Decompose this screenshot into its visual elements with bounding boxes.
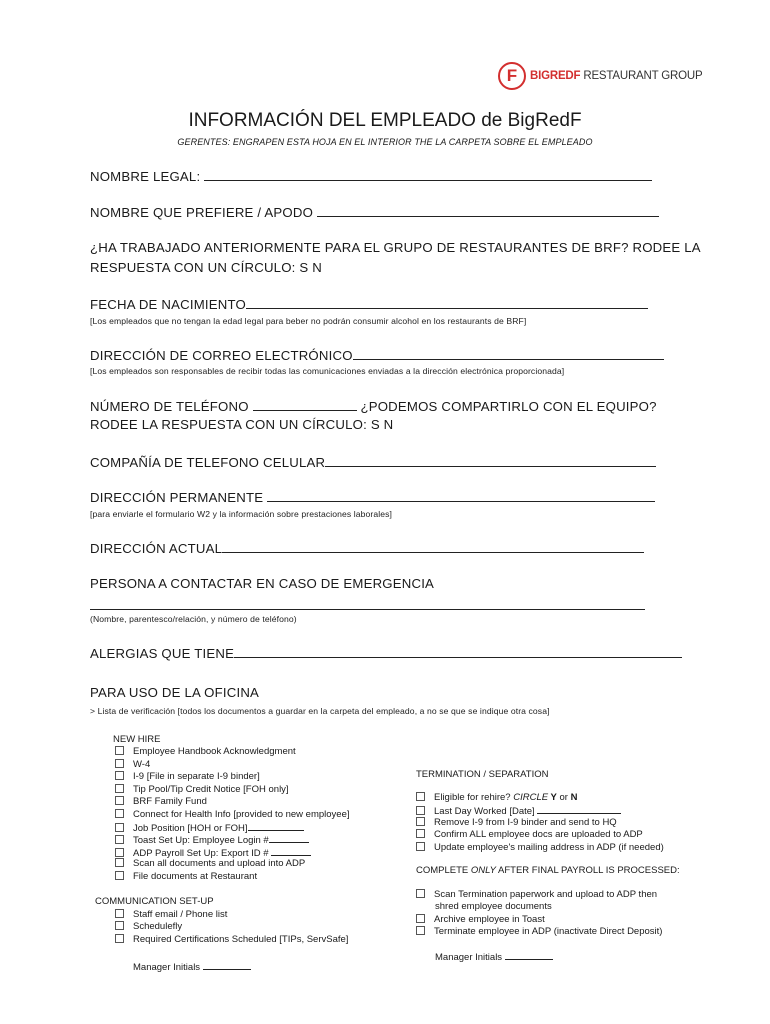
field-worked-before-answer: RESPUESTA CON UN CÍRCULO: S N xyxy=(90,260,322,275)
fill-line[interactable] xyxy=(505,950,553,960)
final-payroll-item[interactable]: Terminate employee in ADP (inactivate Direct Deposit) xyxy=(416,926,662,937)
new-hire-item[interactable]: Employee Handbook Acknowledgment xyxy=(115,746,296,757)
checkbox[interactable] xyxy=(115,909,124,918)
field-carrier xyxy=(90,454,656,470)
checkbox[interactable] xyxy=(115,848,124,857)
checkbox[interactable] xyxy=(115,746,124,755)
field-label: NÚMERO DE TELÉFONO xyxy=(90,399,249,414)
birthdate-note: [Los empleados que no tengan la edad legal para beber no podrán consumir alcohol en los restaurants de BRF] xyxy=(90,316,527,326)
checkbox[interactable] xyxy=(416,792,425,801)
office-use-heading: PARA USO DE LA OFICINA xyxy=(90,685,260,700)
field-phone-answer: RODEE LA RESPUESTA CON UN CÍRCULO: S N xyxy=(90,417,394,432)
new-hire-item[interactable]: Connect for Health Info [provided to new employee] xyxy=(115,809,350,820)
checkbox[interactable] xyxy=(416,926,425,935)
checkbox[interactable] xyxy=(115,858,124,867)
checkbox[interactable] xyxy=(115,934,124,943)
field-label: FECHA DE NACIMIENTO xyxy=(90,297,246,312)
communication-item[interactable]: Staff email / Phone list xyxy=(115,909,227,920)
fill-line[interactable] xyxy=(317,204,659,217)
checkbox[interactable] xyxy=(115,835,124,844)
communication-initials: Manager Initials xyxy=(133,960,251,973)
checkbox[interactable] xyxy=(115,784,124,793)
fill-line[interactable] xyxy=(353,347,664,360)
checkbox[interactable] xyxy=(416,842,425,851)
field-permanent-address xyxy=(90,489,655,505)
email-note: [Los empleados son responsables de recibir todas las comunicaciones enviadas a la dirección electrónica proporcionada] xyxy=(90,366,565,376)
checkbox[interactable] xyxy=(115,871,124,880)
checkbox[interactable] xyxy=(115,771,124,780)
company-logo xyxy=(498,62,702,90)
new-hire-item[interactable]: BRF Family Fund xyxy=(115,796,207,807)
fill-line[interactable] xyxy=(203,960,251,970)
field-preferred-name xyxy=(90,204,659,220)
checkbox[interactable] xyxy=(115,921,124,930)
communication-heading: COMMUNICATION SET-UP xyxy=(95,896,214,907)
page-subtitle: GERENTES: ENGRAPEN ESTA HOJA EN EL INTERIOR THE LA CARPETA SOBRE EL EMPLEADO xyxy=(177,137,593,147)
fill-line[interactable] xyxy=(537,804,621,814)
fill-line[interactable] xyxy=(267,489,655,502)
checkbox[interactable] xyxy=(115,759,124,768)
checkbox[interactable] xyxy=(115,809,124,818)
checklist-note: > Lista de verificación [todos los documentos a guardar en la carpeta del empleado, a no se que se indique otra cosa] xyxy=(90,706,550,716)
communication-item[interactable]: Schedulefly xyxy=(115,921,182,932)
checkbox[interactable] xyxy=(115,796,124,805)
emergency-note: (Nombre, parentesco/relación, y número de teléfono) xyxy=(90,614,297,624)
field-emergency-contact: PERSONA A CONTACTAR EN CASO DE EMERGENCIA xyxy=(90,576,435,591)
field-label: DIRECCIÓN ACTUAL xyxy=(90,541,223,556)
final-payroll-item[interactable]: Scan Termination paperwork and upload to ADP then xyxy=(416,889,657,900)
final-payroll-item-cont: shred employee documents xyxy=(435,901,552,912)
fill-line[interactable] xyxy=(234,645,682,658)
field-label: DIRECCIÓN DE CORREO ELECTRÓNICO xyxy=(90,348,353,363)
fill-line[interactable] xyxy=(269,833,309,843)
termination-item[interactable]: Confirm ALL employee docs are uploaded to ADP xyxy=(416,829,643,840)
field-email xyxy=(90,347,664,363)
fill-line[interactable] xyxy=(253,398,357,411)
checkbox[interactable] xyxy=(416,817,425,826)
new-hire-item[interactable]: Job Position [HOH or FOH] xyxy=(115,821,304,834)
final-payroll-heading: COMPLETE ONLY AFTER FINAL PAYROLL IS PROCESSED: xyxy=(416,865,680,876)
page-title: INFORMACIÓN DEL EMPLEADO de BigRedF xyxy=(188,110,582,131)
checkbox[interactable] xyxy=(115,823,124,832)
field-birthdate xyxy=(90,296,648,312)
field-label: ALERGIAS QUE TIENE xyxy=(90,646,235,661)
fill-line[interactable] xyxy=(222,540,644,553)
new-hire-item[interactable]: Toast Set Up: Employee Login # xyxy=(115,833,309,846)
new-hire-item[interactable]: ADP Payroll Set Up: Export ID # xyxy=(115,846,311,859)
field-current-address xyxy=(90,540,644,556)
checkbox[interactable] xyxy=(416,914,425,923)
new-hire-item[interactable]: File documents at Restaurant xyxy=(115,871,257,882)
checkbox[interactable] xyxy=(416,889,425,898)
permanent-address-note: [para enviarle el formulario W2 y la información sobre prestaciones laborales] xyxy=(90,509,393,519)
new-hire-item[interactable]: Scan all documents and upload into ADP xyxy=(115,858,305,869)
share-question: ¿PODEMOS COMPARTIRLO CON EL EQUIPO? xyxy=(360,399,657,414)
fill-line[interactable] xyxy=(271,846,311,856)
emergency-fill-line[interactable] xyxy=(90,609,645,610)
field-worked-before: ¿HA TRABAJADO ANTERIORMENTE PARA EL GRUPO DE RESTAURANTES DE BRF? RODEE LA xyxy=(90,240,701,255)
final-payroll-item[interactable]: Archive employee in Toast xyxy=(416,914,545,925)
new-hire-heading: NEW HIRE xyxy=(113,734,161,745)
field-label: COMPAÑÍA DE TELEFONO CELULAR xyxy=(90,455,326,470)
fill-line[interactable] xyxy=(246,296,648,309)
termination-item[interactable]: Last Day Worked [Date] xyxy=(416,804,621,817)
new-hire-item[interactable]: W-4 xyxy=(115,759,150,770)
fill-line[interactable] xyxy=(248,821,304,831)
checkbox[interactable] xyxy=(416,806,425,815)
field-legal-name xyxy=(90,168,652,184)
termination-item[interactable]: Eligible for rehire? CIRCLE Y or N xyxy=(416,792,577,803)
field-label: NOMBRE QUE PREFIERE / APODO xyxy=(90,205,314,220)
field-phone xyxy=(90,398,657,414)
communication-item[interactable]: Required Certifications Scheduled [TIPs, ServSafe] xyxy=(115,934,348,945)
checkbox[interactable] xyxy=(416,829,425,838)
field-allergies xyxy=(90,645,682,661)
new-hire-item[interactable]: I-9 [File in separate I-9 binder] xyxy=(115,771,260,782)
termination-item[interactable]: Remove I-9 from I-9 binder and send to HQ xyxy=(416,817,617,828)
fill-line[interactable] xyxy=(325,454,656,467)
field-label: DIRECCIÓN PERMANENTE xyxy=(90,490,264,505)
logo-brand: BIGREDF xyxy=(530,70,581,82)
termination-heading: TERMINATION / SEPARATION xyxy=(416,769,549,780)
termination-item[interactable]: Update employee's mailing address in ADP (if needed) xyxy=(416,842,664,853)
logo-mark: F xyxy=(498,62,526,90)
fill-line[interactable] xyxy=(204,168,652,181)
new-hire-item[interactable]: Tip Pool/Tip Credit Notice [FOH only] xyxy=(115,784,289,795)
logo-text xyxy=(530,70,702,82)
logo-rest: RESTAURANT GROUP xyxy=(580,70,703,82)
termination-initials: Manager Initials xyxy=(435,950,553,963)
field-label: NOMBRE LEGAL: xyxy=(90,169,201,184)
